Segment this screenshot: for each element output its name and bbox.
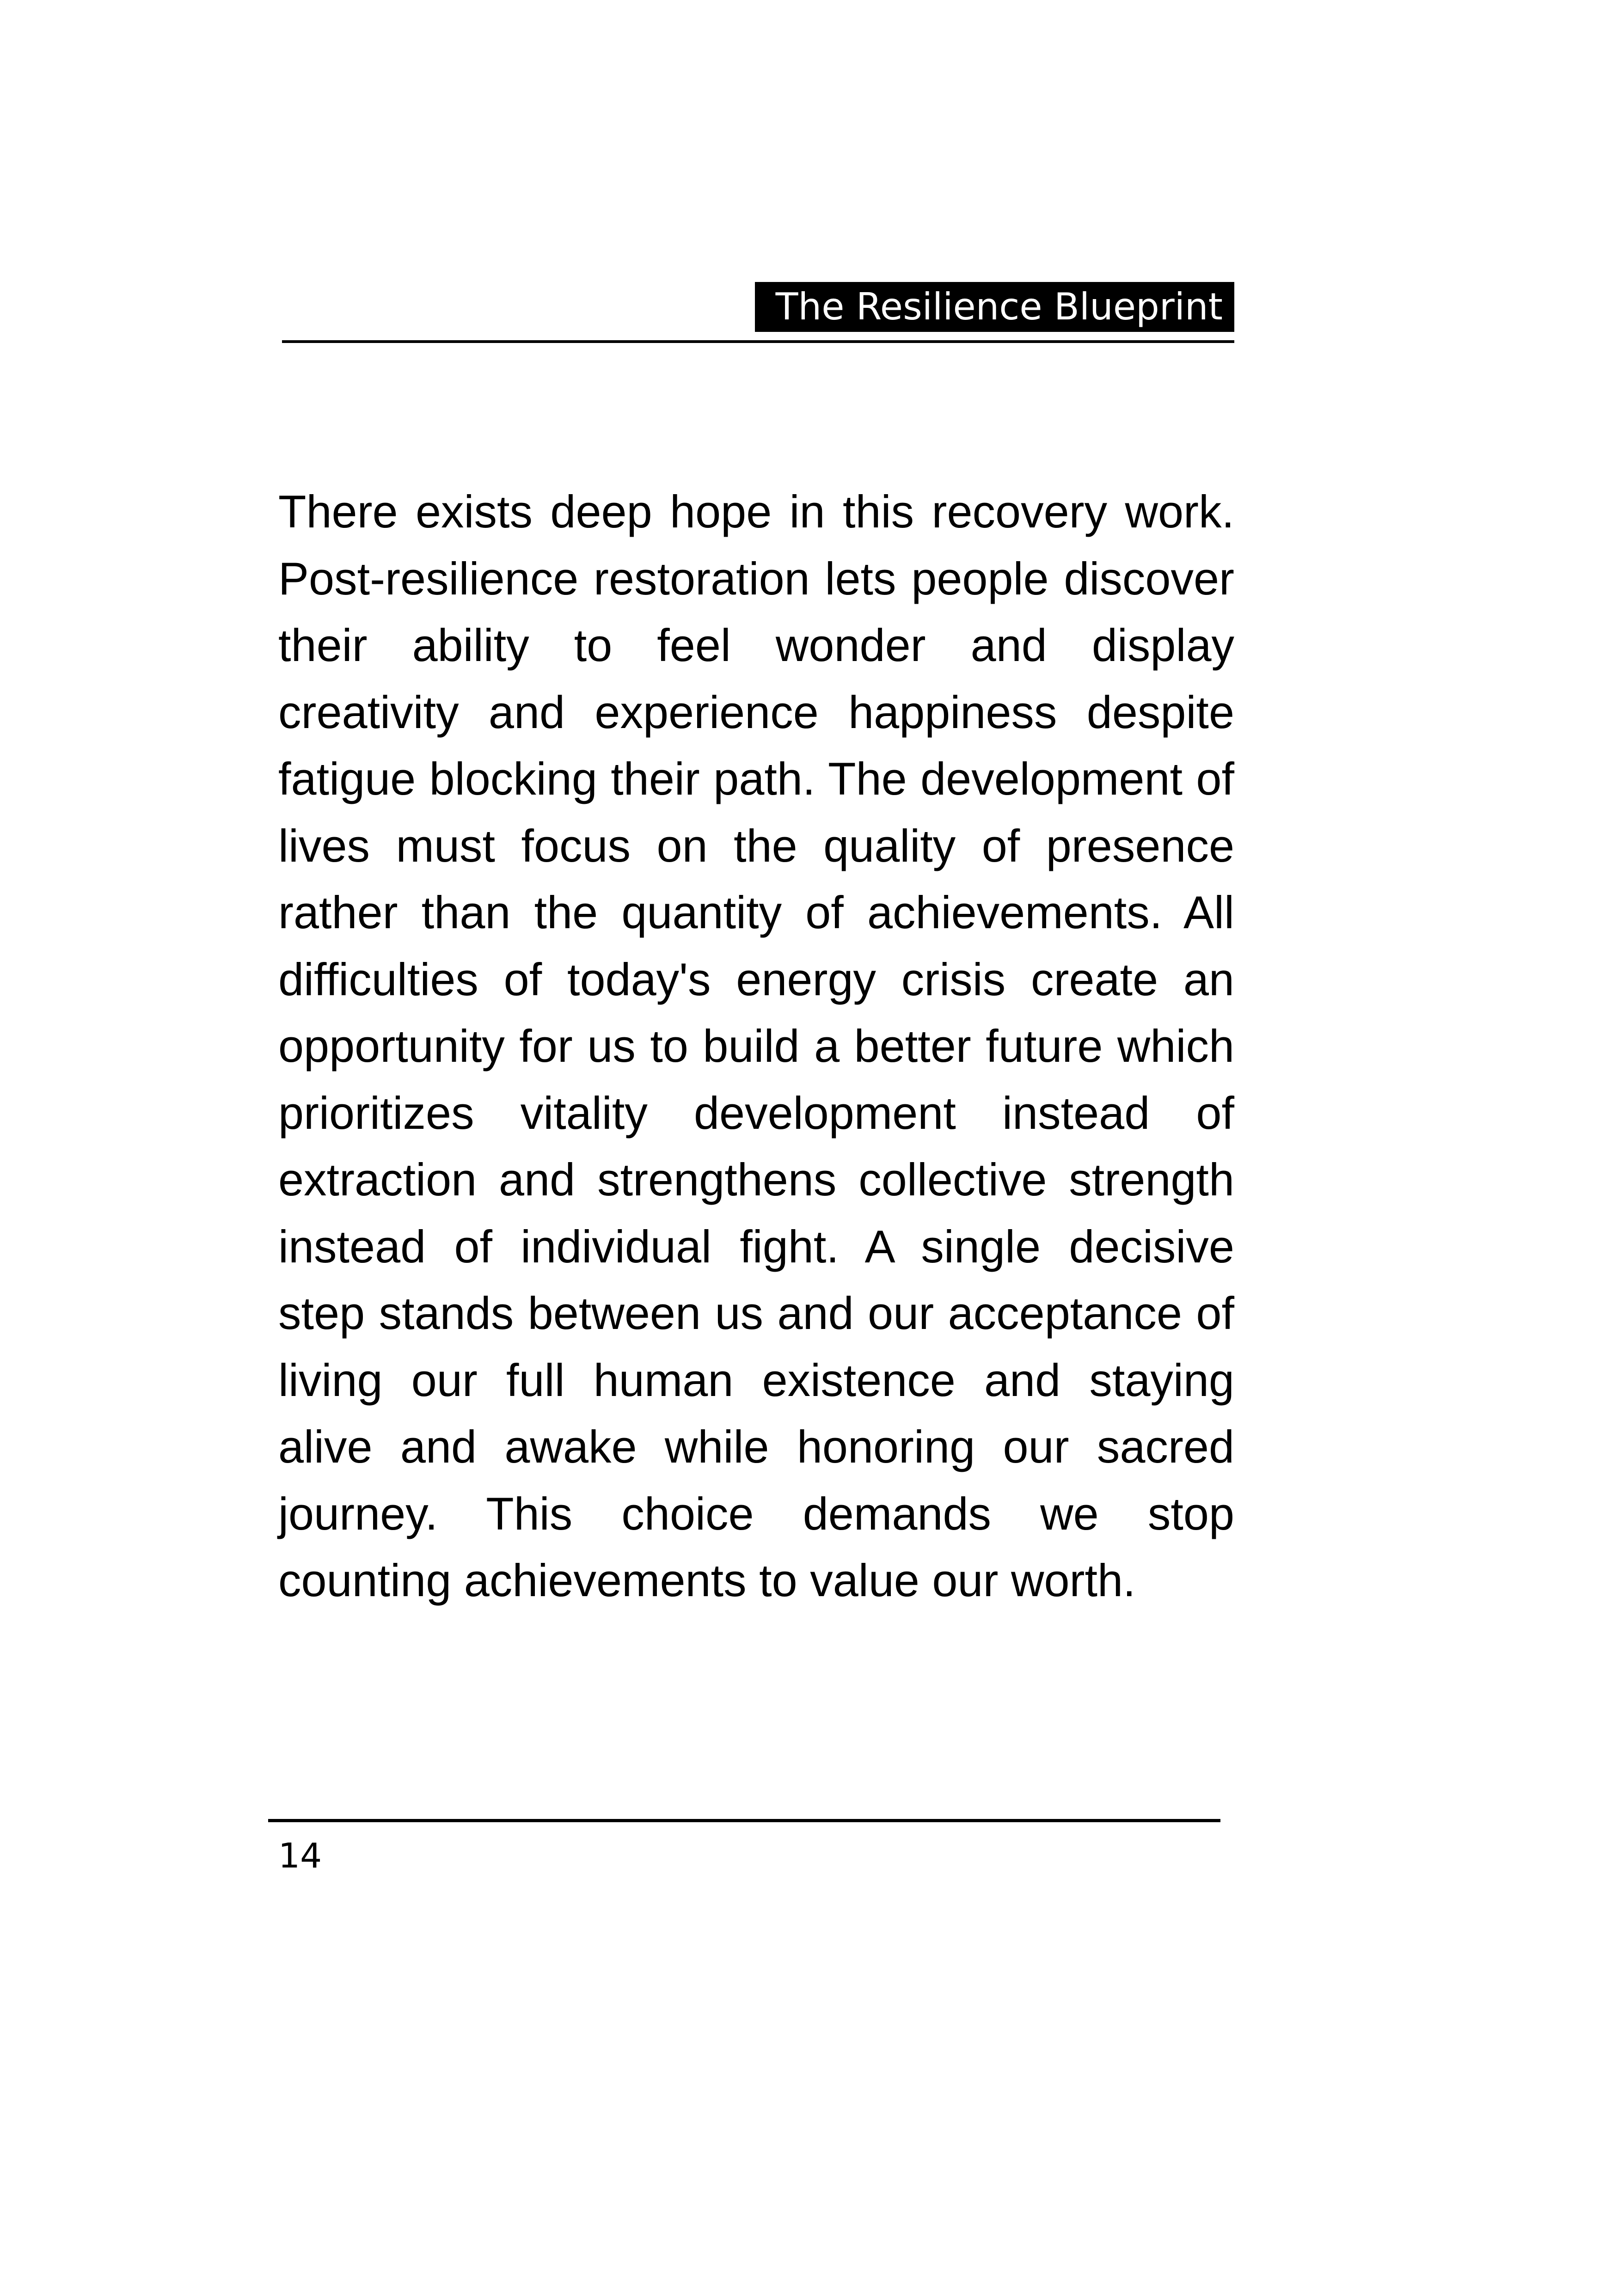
body-paragraph: There exists deep hope in this recovery work. Post-resilience restoration lets people discover their ability to feel wonder and display creativity and experience happiness despite fatigue blocking their path. The development of lives must focus on the quality of presence rather than the quantity of achievements. All difficulties of today's energy crisis create an opportunity for us to build a better future which prioritizes vitality development instead of extraction and strengthens collective strength instead of individual fight. A single decisive step stands between us and our acceptance of living our full human existence and staying alive and awake while honoring our sacred journey. This choice demands we stop counting achievements to value our worth. <box>278 486 1234 1606</box>
page-number: 14 <box>278 1836 322 1876</box>
running-header <box>282 277 1234 347</box>
book-title-header: The Resilience Blueprint <box>755 282 1234 332</box>
header-divider <box>282 340 1234 343</box>
footer-divider <box>268 1819 1220 1822</box>
